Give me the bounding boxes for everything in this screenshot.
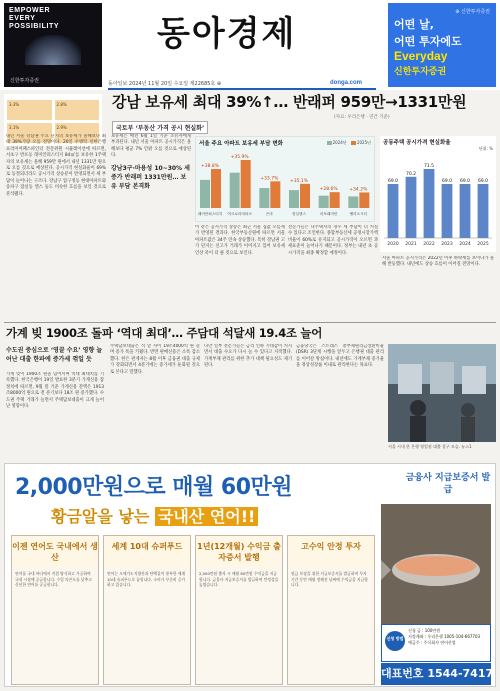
ad-box-body: 2,000만원 출자 시 매월 60만원 수익금을 지급합니다. 금융사 지급보증서를 발급하여 안정성을 높였습니다.	[199, 571, 279, 588]
promo-chip: 2.9%	[55, 123, 100, 143]
chart1-canvas	[196, 148, 374, 222]
promo-chip: 2.8%	[55, 100, 100, 120]
ad-left-line: EVERY	[9, 15, 36, 22]
ad-sub-highlight: 국내산 연어!!	[155, 507, 258, 526]
category-label: 아크로리버파크	[227, 212, 252, 216]
category-label: 잠실엘스	[292, 212, 306, 216]
story2-column: 금융당국은 스트레스 총부채원리금상환비율(DSR) 3단계 시행을 앞두고 은행권 대출 관리를 이어갈 방침이다. 내년에도 가계부채 증가율을 경상성장률 이내로 관리한다는 목표다.	[296, 344, 384, 369]
story2-subheadline: 수도권 중심으로 ‘영끌 수요’ 영향 늘어난 대출 한파에 증가세 꺾일 듯	[6, 347, 103, 363]
ad-left-banner[interactable]	[4, 3, 102, 87]
bar	[388, 184, 399, 238]
legend-swatch	[351, 141, 356, 145]
section-divider	[4, 322, 496, 323]
data-label: 71.5	[423, 164, 435, 169]
ad-info-line: 신청 금 : 100만원	[408, 628, 441, 633]
bar-2024	[200, 180, 210, 208]
legend-swatch	[327, 141, 332, 145]
data-label: +38.8%	[200, 163, 220, 169]
salmon-image	[381, 504, 491, 624]
salmon-photo	[381, 504, 491, 624]
category-label: 2025	[477, 242, 489, 247]
data-label: +34.2%	[349, 187, 368, 193]
apply-badge: 신청 방법	[385, 631, 405, 651]
promo-chip: 3.3%	[7, 100, 52, 120]
ad-feature-box	[287, 535, 375, 685]
ad-right-banner[interactable]	[388, 3, 496, 87]
category-label: 2022	[423, 242, 435, 247]
ad-box-body: 연어는 오메가3 지방산과 단백질이 풍부한 세계 10대 슈퍼푸드로 꼽힙니다. 소비가 꾸준히 증가하고 있습니다.	[107, 571, 186, 588]
bar	[460, 184, 471, 238]
bar-2024	[289, 190, 299, 208]
story1-text: 보유세는 매년 6월 1일 기준 소유자에게 부과된다. 내년 서울 아파트 공시가격은 올해보다 평균 7% 안팎 오를 것으로 예상된다.	[111, 134, 191, 159]
story2-headline[interactable]: 가계 빚 1900조 돌파 ‘역대 최대’… 주담대 석달새 19.4조 늘어	[6, 326, 323, 340]
bar-2025	[300, 184, 310, 208]
chart-title: 서울 주요 아파트 보유세 부담 변화	[199, 141, 283, 147]
ad-box-title: 이젠 연어도 국내에서 생산	[12, 536, 98, 568]
ad-application-info	[381, 624, 491, 662]
ad-box-title: 고수익 안정 투자	[288, 536, 374, 568]
data-label: 69.0	[477, 179, 489, 184]
ad-right-everyday: Everyday	[394, 49, 448, 63]
bar	[406, 177, 417, 238]
story1-column: 내년 서울 강남권 주요 단지의 보유세가 올해보다 최대 39%가량 오를 전망이다. 20일 우병탁 신한은행 프리미어패스파인더 전문위원 시뮬레이션에 따르면, 서초구 반포동 래미안퍼스티지 84㎡를 보유한 1주택자의 보유세는 올해 959만 원에서 내년 1331만 원으로 오를 것으로 예상된다. 공시가격 현실화율이 69%로 동결되더라도 공시가격 상승분이 반영되면서 세 부담이 늘어나는 구조다. 강남구 압구정동 현대아파트와 송파구 잠실동 엘스 등도 비슷한 흐름을 보일 것으로 분석됐다.	[6, 134, 106, 197]
ad-right-corner: ⊕ 신한투자증권	[455, 9, 490, 15]
category-label: 마포래미안	[319, 212, 338, 216]
ad-guarantee-title: 금융사 지급보증서 발급	[405, 473, 491, 495]
bar-2025	[359, 192, 369, 208]
chart-legend	[324, 140, 371, 146]
bar-2024	[230, 173, 240, 208]
masthead-rule	[108, 88, 376, 90]
story1-column: 이 같은 공시가격 상승은 최근 서울 집값 오름세가 반영된 결과다. 한국부동산원에 따르면 서울 아파트값은 34주 연속 상승했다. 특히 강남권 고가 단지는 신고가 거래가 이어지고 있어 보유세 인상 폭이 더 클 것으로 보인다.	[195, 225, 285, 256]
data-label: +35.9%	[230, 155, 249, 160]
data-label: 69.0	[459, 179, 471, 184]
chart-unit: 단위: %	[478, 146, 493, 151]
data-label: 69.0	[441, 179, 453, 184]
story1-column: 서울 아파트 공시가격은 2022년 이후 하락세를 보이다가 올해 반등했다. 내년에도 상승 흐름이 이어질 전망이다.	[382, 256, 494, 268]
headline-source: (자료: 우리은행 · 연간 기준)	[334, 115, 390, 120]
category-label: 2020	[387, 242, 399, 247]
ad-subheadline	[51, 504, 258, 527]
bar-2024	[259, 188, 269, 208]
story1-pullquote: 강남3구·마용성 10~30% 세 증가 반래퍼 1331만원… 보유 부담 본격화	[111, 164, 190, 190]
category-label: 래미안퍼스티지	[197, 212, 223, 216]
story1-kicker: 국토부 ‘부동산 가격 공시 현실화’	[112, 121, 208, 134]
ad-right-line: 어떤 투자에도	[394, 35, 462, 48]
ad-sub-pre: 황금알을 낳는	[51, 507, 150, 526]
bar	[424, 169, 435, 238]
bottom-advertisement[interactable]	[4, 463, 496, 687]
bar	[478, 184, 489, 238]
chart-title: 공동주택 공시가격 현실화율	[383, 140, 451, 146]
legend-label: 2025년	[356, 140, 371, 145]
ad-right-brand: 신한투자증권	[394, 67, 447, 77]
data-label: +33.7%	[260, 176, 279, 182]
story2-column: 주택담보대출은 석 달 사이 19조4000억 원 늘며 증가 폭을 키웠다. 반면 판매신용은 소폭 감소했다. 한은 관계자는 8월 이후 금융권 대출 규제가 강화되면서 4분기에는 증가세가 둔화될 것으로 본다고 말했다.	[110, 344, 200, 375]
ad-feature-box	[195, 535, 283, 685]
realization-rate-chart	[380, 136, 496, 252]
category-label: 2024	[459, 242, 471, 247]
ad-left-line: EMPOWER	[9, 7, 51, 14]
story1-column	[111, 134, 191, 320]
promo-chip: 3.1%	[7, 123, 52, 143]
ad-feature-box	[11, 535, 99, 685]
legend-label: 2024년	[332, 140, 347, 145]
ad-box-title: 세계 10대 슈퍼푸드	[104, 536, 190, 568]
moon-image	[25, 35, 81, 65]
lead-headline[interactable]: 강남 보유세 최대 39%↑… 반래퍼 959만→1331만원	[112, 93, 467, 111]
newspaper-logo: 동아경제	[157, 14, 297, 54]
story2-column: 다만 일부 전문가들은 금리 인하 기대감이 커지면서 대출 수요가 다시 늘 수 있다고 지적했다. 가계부채 관리를 위한 추가 대책 필요성도 제기된다.	[204, 344, 292, 369]
ad-left-line: POSSIBILITY	[9, 23, 60, 30]
ad-right-line: 어떤 날,	[394, 18, 434, 31]
ad-feature-box	[103, 535, 191, 685]
ad-info-line: 예금주 : 주식회사 연어산업	[408, 640, 456, 645]
ad-box-title: 1년(12개월) 수익금 출자증서 발행	[196, 536, 282, 568]
story1-column: 전문가들은 다주택자의 경우 세 부담이 더 커질 수 있다고 조언한다. 종합부동산세 공정시장가액비율이 60%로 유지되고 공시가격이 오르면 과세표준이 늘어나기 때문이다. 정부는 내년 초 공시가격을 최종 확정할 예정이다.	[288, 225, 378, 256]
bank-counter-image	[388, 344, 496, 442]
chart2-canvas	[380, 154, 496, 252]
bar-2025	[211, 169, 221, 208]
story2-column: 가계 빚이 1900조 원을 넘어서며 역대 최대치를 기록했다. 한국은행이 19일 발표한 3분기 가계신용 잠정치에 따르면, 9월 말 기준 가계신용 잔액은 1913조8000억 원으로 전 분기보다 18조 원 증가했다. 수도권 주택 거래가 늘면서 주택담보대출이 크게 늘어난 영향이다.	[6, 372, 104, 410]
data-label: 69.0	[387, 179, 399, 184]
tax-change-chart	[195, 136, 375, 222]
category-label: 헬리오시티	[349, 212, 368, 216]
ad-left-brand: 신한투자증권	[10, 78, 39, 84]
bar-2025	[270, 181, 280, 208]
bar	[442, 184, 453, 238]
masthead	[0, 0, 500, 90]
bar-2024	[319, 196, 329, 208]
category-label: 은마	[265, 212, 273, 216]
ad-box-body: 연어를 국내 바다에서 직접 양식하고 가공하여 국내 시장에 공급합니다. 수입 의존도를 낮추고 신선한 연어를 공급합니다.	[15, 571, 92, 588]
bar-2025	[241, 160, 251, 208]
site-link[interactable]: donga.com	[330, 80, 363, 86]
data-label: +35.1%	[289, 178, 309, 184]
bar-2024	[348, 196, 358, 208]
data-label: 70.2	[405, 171, 417, 177]
ad-headline: 2,000만원으로 매월 60만원	[15, 475, 293, 500]
data-label: +28.6%	[319, 187, 338, 193]
bar-2025	[330, 192, 340, 208]
category-label: 2021	[405, 242, 417, 247]
ad-box-body: 원금 보장을 위한 지급보증서를 발급하며 투자 기간 동안 매월 정해진 날짜에 수익금을 지급합니다.	[291, 571, 368, 588]
photo-caption: 서울 시내 한 은행 영업점 대출 창구 모습. 뉴스1	[388, 444, 472, 449]
issue-info: 동아일보 2024년 11월 20일 수요일 제22685호 ⊕	[108, 81, 222, 87]
category-label: 2023	[441, 242, 453, 247]
ad-info-line: 지정계좌 : 우리은행 1005-104-667703	[408, 634, 481, 639]
ad-phone-number[interactable]: 대표번호 1544-7417	[381, 663, 491, 685]
story2-photo[interactable]	[388, 344, 496, 442]
